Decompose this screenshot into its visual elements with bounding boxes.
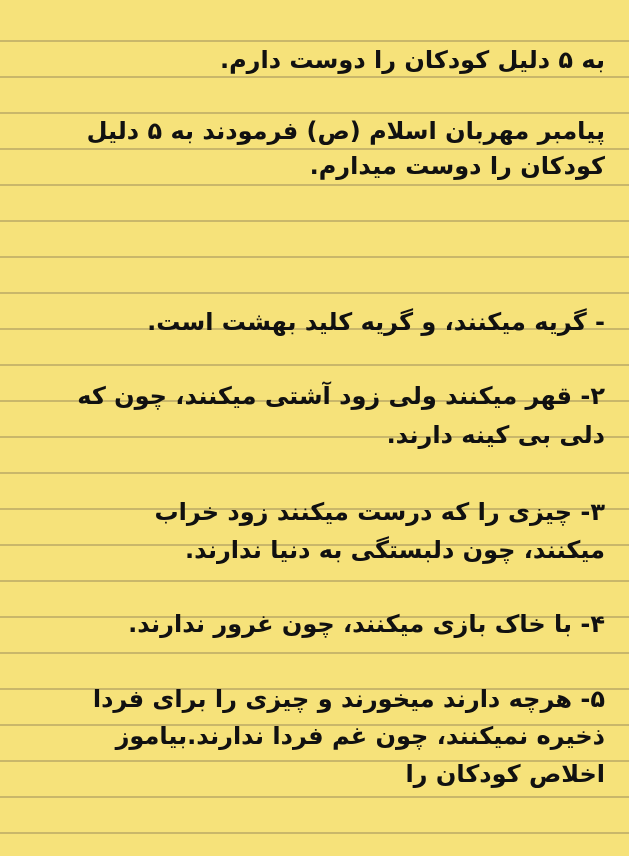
reason-5-line-1: ۵- هرچه دارند میخورند و چیزی را برای فردا xyxy=(92,685,605,713)
note-title: به ۵ دلیل کودکان را دوست دارم. xyxy=(219,46,605,74)
reason-5-line-2: ذخیره نمیکنند، چون غم فردا ندارند.بیاموز xyxy=(115,722,605,750)
reason-5-line-3: اخلاص کودکان را xyxy=(405,760,605,788)
reason-2-line-1: ۲- قهر میکنند ولی زود آشتی میکنند، چون که xyxy=(77,382,605,410)
intro-line-1: پیامبر مهربان اسلام (ص) فرمودند به ۵ دلیل xyxy=(86,117,605,145)
reason-3-line-2: میکنند، چون دلبستگی به دنیا ندارند. xyxy=(185,536,605,564)
reason-4-line-1: ۴- با خاک بازی میکنند، چون غرور ندارند. xyxy=(128,610,605,638)
intro-line-2: کودکان را دوست میدارم. xyxy=(309,152,605,180)
reason-3-line-1: ۳- چیزی را که درست میکنند زود خراب xyxy=(154,498,605,526)
reason-2-line-2: دلی بی کینه دارند. xyxy=(386,421,605,449)
reason-1-line-1: - گریه میکنند، و گریه کلید بهشت است. xyxy=(147,308,605,336)
